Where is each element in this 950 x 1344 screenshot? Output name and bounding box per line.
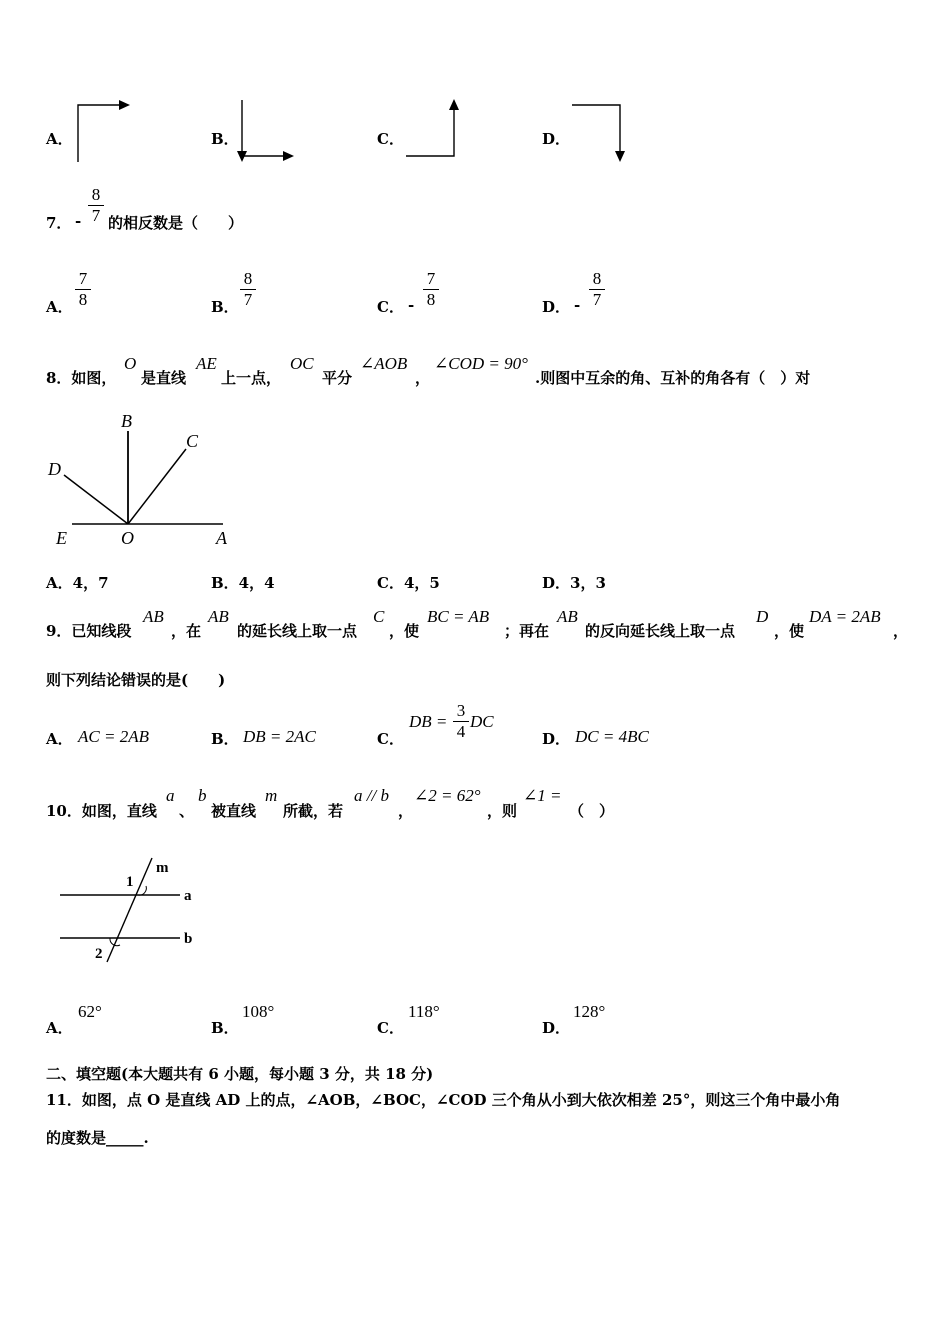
- q7-option-b-label: B．: [211, 298, 239, 316]
- q7-option-b-num: 8: [243, 269, 253, 288]
- q9-text-2: 的延长线上取一点: [237, 622, 358, 640]
- q7-option-a-fraction: [75, 270, 91, 309]
- q8-line-ae: AE: [196, 354, 217, 373]
- q8-text-1: 是直线: [141, 369, 187, 387]
- q7-option-a-label: A．: [46, 298, 73, 316]
- q8-option-b: B．4，4: [211, 574, 275, 592]
- q9-eq-bc-ab: BC = AB: [427, 607, 490, 626]
- q7-option-d-num: 8: [592, 269, 602, 288]
- q10-label-a: a: [184, 888, 192, 904]
- q10-label-m: m: [156, 860, 169, 876]
- q10-option-a-label: A．: [46, 1019, 73, 1037]
- q9-point-c: C: [373, 607, 385, 626]
- arrow-right-up-icon: [400, 96, 470, 166]
- q10-parallel: a // b: [354, 786, 389, 805]
- q6-option-d-label: D．: [542, 130, 571, 148]
- q7-option-c-sign: -: [408, 296, 415, 314]
- q7-option-c-fraction: [423, 270, 439, 309]
- q9-option-c-lhs: DB =: [409, 712, 448, 731]
- q8-comma: ，: [415, 369, 431, 387]
- q10-line-b: b: [198, 786, 207, 805]
- q9-text-6: ，使: [774, 622, 805, 640]
- q9-option-c-fraction: [453, 702, 469, 741]
- q8-label-e: E: [56, 528, 67, 548]
- q10-option-d-label: D．: [542, 1019, 571, 1037]
- arrow-up-right-icon: [70, 96, 140, 166]
- q9-text-4: ；再在: [504, 622, 550, 640]
- q9-option-c-label: C．: [377, 730, 404, 748]
- q9-prefix: 9．已知线段: [46, 622, 132, 640]
- q9-segment-ab-2: AB: [208, 607, 229, 626]
- q8-option-d: D．3，3: [542, 574, 606, 592]
- q7-text: 的相反数是（ ）: [108, 214, 244, 232]
- q6-option-b-label: B．: [211, 130, 239, 148]
- q9-option-d-label: D．: [542, 730, 571, 748]
- q8-label-d: D: [48, 459, 61, 479]
- q7-fraction: [88, 186, 104, 225]
- q8-figure: [40, 405, 240, 550]
- q10-sep: 、: [179, 802, 195, 820]
- q9-option-b-math: DB = 2AC: [243, 727, 316, 746]
- arrow-right-down-icon: [566, 96, 636, 166]
- q9-option-d-math: DC = 4BC: [575, 727, 649, 746]
- q9-option-a-math: AC = 2AB: [78, 727, 149, 746]
- q7-option-c-num: 7: [426, 269, 436, 288]
- q7-number: 7．: [46, 214, 72, 232]
- q10-option-b-value: 108°: [242, 1002, 275, 1021]
- q10-text-2: 所截，若: [283, 802, 344, 820]
- q9-text-7: ，: [893, 622, 909, 640]
- q10-line-a: a: [166, 786, 175, 805]
- q9-eq-da: DA = 2AB: [809, 607, 881, 626]
- q7-option-d-sign: -: [574, 296, 581, 314]
- q10-angle-2: ∠2 = 62°: [414, 786, 481, 805]
- q10-text-4: （ ）: [569, 802, 615, 820]
- q9-text-1: ，在: [171, 622, 202, 640]
- q10-option-c-value: 118°: [408, 1002, 440, 1021]
- q9-line-2: 则下列结论错误的是( ): [46, 671, 226, 689]
- q10-comma: ，: [398, 802, 414, 820]
- q8-label-o: O: [121, 528, 134, 548]
- q7-option-b-den: 7: [243, 290, 253, 309]
- q7-fraction-den: 7: [91, 206, 101, 225]
- q8-ray-oc: OC: [290, 354, 314, 373]
- q9-option-c-rhs: DC: [470, 712, 494, 731]
- q8-ray-oc-line: [128, 449, 186, 524]
- q8-label-c: C: [186, 431, 199, 451]
- q7-minus-sign: -: [75, 212, 82, 230]
- q9-point-d: D: [756, 607, 769, 626]
- q10-option-c-label: C．: [377, 1019, 404, 1037]
- q11-line-1: 11．如图，点 O 是直线 AD 上的点，∠AOB，∠BOC，∠COD 三个角从小到大依次相差 25°，则这三个角中最小角: [46, 1091, 841, 1109]
- q6-option-a-label: A．: [46, 130, 73, 148]
- q7-option-c-den: 8: [426, 290, 436, 309]
- q7-option-c-label: C．: [377, 298, 404, 316]
- q7-option-b-fraction: [240, 270, 256, 309]
- q9-option-c-num: 3: [456, 701, 466, 720]
- q10-angle-1: ∠1 =: [523, 786, 562, 805]
- q10-figure: [50, 850, 210, 970]
- q9-segment-ab-1: AB: [143, 607, 164, 626]
- q9-text-3: ，使: [389, 622, 420, 640]
- q9-segment-ab-3: AB: [557, 607, 578, 626]
- q7-option-a-den: 8: [78, 290, 88, 309]
- q9-text-5: 的反向延长线上取一点: [585, 622, 736, 640]
- q10-prefix: 10．如图，直线: [46, 802, 157, 820]
- q9-option-b-label: B．: [211, 730, 239, 748]
- q8-label-a: A: [216, 528, 227, 548]
- q7-option-d-den: 7: [592, 290, 602, 309]
- q9-option-a-label: A．: [46, 730, 73, 748]
- q7-fraction-num: 8: [91, 185, 101, 204]
- q10-label-1: 1: [126, 874, 134, 890]
- q10-option-d-value: 128°: [573, 1002, 606, 1021]
- q8-option-a: A．4，7: [46, 574, 109, 592]
- q7-option-d-fraction: [589, 270, 605, 309]
- arrow-down-right-icon: [232, 96, 302, 166]
- q10-text-3: ，则: [487, 802, 518, 820]
- q10-label-b: b: [184, 931, 193, 947]
- q8-text-2: 上一点，: [221, 369, 282, 387]
- q8-label-b: B: [121, 411, 132, 431]
- q7-option-a-num: 7: [78, 269, 88, 288]
- q11-line-2: 的度数是_____.: [46, 1129, 149, 1147]
- q6-option-c-label: C．: [377, 130, 404, 148]
- q8-prefix: 8．如图，: [46, 369, 117, 387]
- q10-option-b-label: B．: [211, 1019, 239, 1037]
- q10-line-m: m: [265, 786, 278, 805]
- q9-option-c-den: 4: [456, 722, 466, 741]
- q8-ray-od: [64, 475, 128, 524]
- q8-angle-cod: ∠COD = 90°: [434, 354, 528, 373]
- q8-option-c: C．4，5: [377, 574, 440, 592]
- q8-angle-aob: ∠AOB: [360, 354, 408, 373]
- q8-text-3: 平分: [322, 369, 353, 387]
- section-2-heading: 二、填空题(本大题共有 6 小题，每小题 3 分，共 18 分): [46, 1065, 434, 1083]
- q10-text-1: 被直线: [211, 802, 257, 820]
- q7-option-d-label: D．: [542, 298, 571, 316]
- q8-text-4: .则图中互余的角、互补的角各有（ ）对: [535, 369, 811, 387]
- q10-label-2: 2: [95, 946, 103, 962]
- q10-option-a-value: 62°: [78, 1002, 102, 1021]
- q8-point-o: O: [124, 354, 137, 373]
